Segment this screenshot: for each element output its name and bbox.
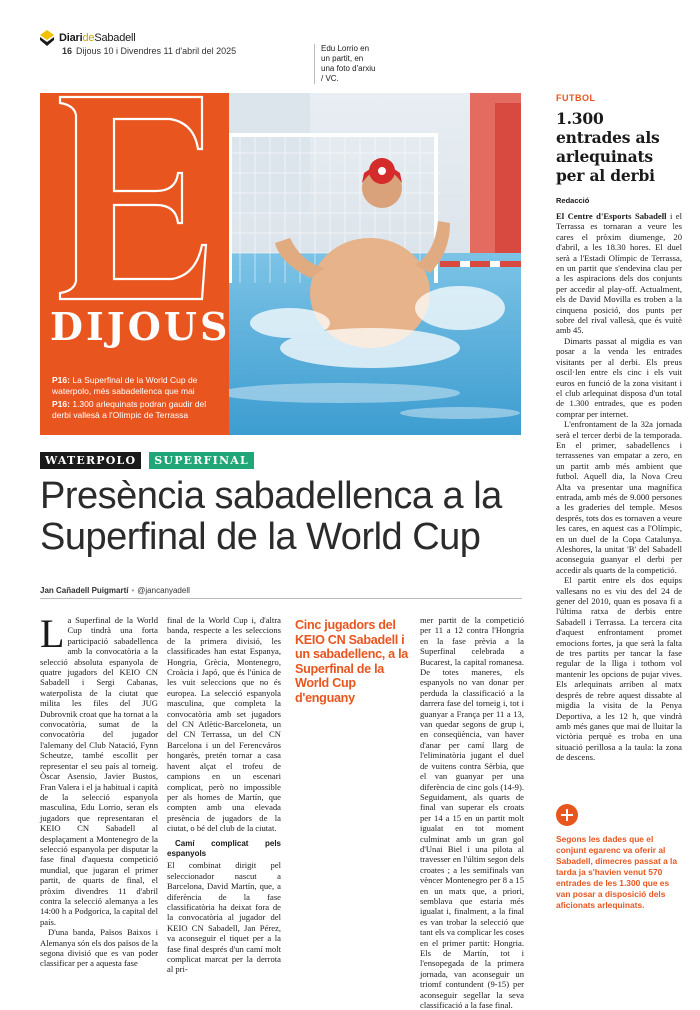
teaser-item: P16: La Superfinal de la World Cup de waterpolo, més sabadellenca que mai — [52, 375, 198, 396]
paragraph: final de la World Cup i, d'altra banda, respecte a les seleccions de la primera divisió, les classificades han estat Espanya, Hongria, Grècia, Montenegro, Croàcia i Japó, que és l'única de les vuit seleccions que no és europea. La selecció espanyola masculina, que completa la convocatòria amb set jugadors del CN Atlètic-Barceloneta, un del CN Terrassa, un del CN Barcelona i un del Ferencváros hongarès, pretén tornar a casa havent alçat el trofeu de campions en un escenari complicat, però no impossible per als homes de Martín, que compten amb una elevada presència de jugadors de la ciutat, o bé del club de la ciutat. — [167, 615, 281, 834]
sidebar-headline: 1.300 entrades als arlequinats per al derbi — [556, 109, 660, 185]
date-line: Dijous 10 i Divendres 11 d'abril del 2025 — [76, 46, 237, 56]
sidebar-body — [556, 211, 682, 829]
page-number: 16 — [62, 46, 73, 56]
divider — [40, 598, 522, 599]
plus-icon — [556, 804, 578, 826]
sidebar-author: Redacció — [556, 196, 590, 205]
article-column-1 — [40, 611, 158, 969]
author-name: Jan Cañadell Puigmartí — [40, 586, 129, 595]
hero-section — [40, 93, 521, 435]
paragraph: Dimarts passat al migdia es van posar a la venda les entrades visitants per al derbi. Els preus oscil·len entre els cinc i els vuit euros en funció de la zona visitant i el club arlequinat disposa d'un total de 1.300 entrades, que es poden comprar per internet. — [556, 335, 682, 419]
author-handle: @jancanyadell — [137, 586, 190, 595]
photo-credit: Edu Lorrio en un partit, en una foto d'arxiu / VC. — [314, 44, 376, 84]
tag-superfinal: SUPERFINAL — [149, 452, 254, 469]
article-column-3 — [420, 615, 524, 1010]
big-letter-e — [52, 93, 217, 303]
lead-in: El Centre d'Esports Sabadell — [556, 211, 667, 221]
teaser-item: P16: 1.300 arlequinats podran gaudir del derbi vallesà a l'Olímpic de Terrassa — [52, 399, 207, 420]
paragraph: El partit entre els dos equips vallesans no es viu des del 24 de gener del 2010, quan es posava fi a l'última ratxa de derbis entre Sabadell i Terrassa. La tercera cita d'aquest enfrontament promet emocions fortes, ja que serà la falta de tres partits per tancar la fase regular de la lliga i tothom vol mantenir les opcions de pujar vives. Els arlequinats arriben al matx després de rebre aquest dissabte al migdia la visita de la Penya Deportiva, a les 12 h, que vindrà amb més ganes que mai de lluitar la victòria perquè es troba en una situació perillosa a la taula: la zona de descens. — [556, 575, 682, 763]
dropcap: L — [40, 611, 65, 656]
paragraph: L'enfrontament de la 32a jornada serà el tercer derbi de la temporada. En el primer, sabadellencs i terrassenes van empatar a zero, en un partit amb més ambient que futbol. Aquell dia, la Nova Creu Alta va presentar una magnífica entrada, amb més de 9.000 persones a les graderies del temple. Mesos després, tots dos es tornaven a veure les cares, en aquest cas a l'Olímpic, en un duel de la Copa Catalunya. Aleshores, la unitat 'B' del Sabadell aconseguia guanyar el derbi per accedir als quarts de la competició. — [556, 419, 682, 575]
day-panel — [40, 93, 229, 435]
pull-quote: Cinc jugadors del KEIO CN Sabadell i un sabadellenc, a la Superfinal de la World Cup d'enguany — [295, 618, 408, 705]
masthead — [40, 30, 136, 46]
subheading: Camí complicat pels espanyols — [167, 838, 281, 858]
article-column-2 — [167, 615, 281, 975]
paragraph: El combinat dirigit pel seleccionador nascut a Barcelona, David Martín, que, a diferència de la fase classificatòria ha deixat fora de la convocatòria al jugador del KEIO CN Sabadell, Jan Pérez, va aconseguir el tiquet per a la fase final després d'un camí molt complicat marcat per la derrota al pri- — [167, 860, 281, 975]
topic-tags — [40, 452, 254, 469]
diari-logo-icon — [40, 30, 54, 46]
paragraph: D'una banda, Països Baixos i Alemanya són els dos països de la segona divisió que es van poder classificar per a aquesta fase — [40, 927, 158, 969]
sidebar-note: Segons les dades que el conjunt egarenc va oferir al Sabadell, dimecres passat a la tarda ja s'havien venut 570 entrades de les 1.300 que es van posar a disposició dels aficionats arlequinats. — [556, 834, 678, 910]
day-label: DIJOUS — [50, 304, 231, 349]
sidebar-article — [556, 93, 682, 829]
byline: Jan Cañadell Puigmartí • @jancanyadell — [40, 586, 190, 595]
page-date-line — [62, 46, 236, 56]
section-label: FUTBOL — [556, 93, 596, 103]
tag-waterpolo: WATERPOLO — [40, 452, 141, 469]
paragraph: i el Terrassa es tornaran a veure les cares el pròxim diumenge, 20 d'abril, a les 18.30 hores. El duel serà a l'Estadi Olímpic de Terrassa, en un partit que s'endevina clau per a les aspiracions dels dos conjunts per accedir al play-off. Actualment, els de David Movilla es troben a la cinquena posició, dos punts per sobre del rival vallesà, que és vuitè amb 45. — [556, 211, 682, 336]
brand-name: DiarideSabadell — [59, 32, 136, 44]
paragraph: a Superfinal de la World Cup tindrà una forta participació sabadellenca amb la convocatòria a la selecció absoluta espanyola de quatre jugadors del KEIO CN Sabadell i Sergi Cabanas, waterpolista de la ciutat que milita les files del JUG Dubrovnik croat que ha tornat a la convocatòria, sumat de la convocatòria del jugador l'alemany del Club Natació, Fynn Scheutze, també escollit per representar el seu país al torneig. Òscar Asensio, Javier Bustos, Fran Valera i el ja habitual i capità de la selecció espanyola masculina, Edu Lorrio, seran els jugadors que representaran el KEIO CN Sabadell al desplaçament a Montenegro de la selecció espanyola per disputar la fase final d'aquesta competició mundial, que jugaran el primer partit, de quarts de final, el pròxim divendres 11 d'abril contra la selecció alemanya a les 14:00 h a Podgorica, la capital del país. — [40, 615, 158, 927]
paragraph: mer partit de la competició per 11 a 12 contra l'Hongria en la fase prèvia a la Superfinal celebrada a Bucarest, la capital romanesa. De totes maneres, els espanyols no van donar per perduda la classificació a la darrera fase del torneig i, tot i guanyar a França per 11 a 13, van quedar segons de grup i, en conseqüència, van haver d'anar per camí llarg de l'eliminatòria jugant el duel de vuitens contra Sèrbia, que el van guanyar per una diferència de cinc gols (14-9). Seguidament, als quarts de final van superar els croats per 14 a 15 en un partit molt igualat en tot moment culminat amb un gran gol d'Unai Biel i una pilota al travesser en l'últim segon dels croates ; a les semifinals van vèncer Montenegro per 8 a 15 en un matx que, a priori, semblava que estaria més igualat i, finalment, a la final es van trobar la selecció que tant els va complicar les coses en el primer partit: Hongria. Els de Martín, tot i l'ensopegada de la primera jornada, van aconseguir un triomf contundent (9-15) per aconseguir segellar la seva classificació a la fase final. — [420, 615, 524, 1010]
article-headline: Presència sabadellenca a la Superfinal de la World Cup — [40, 475, 502, 558]
